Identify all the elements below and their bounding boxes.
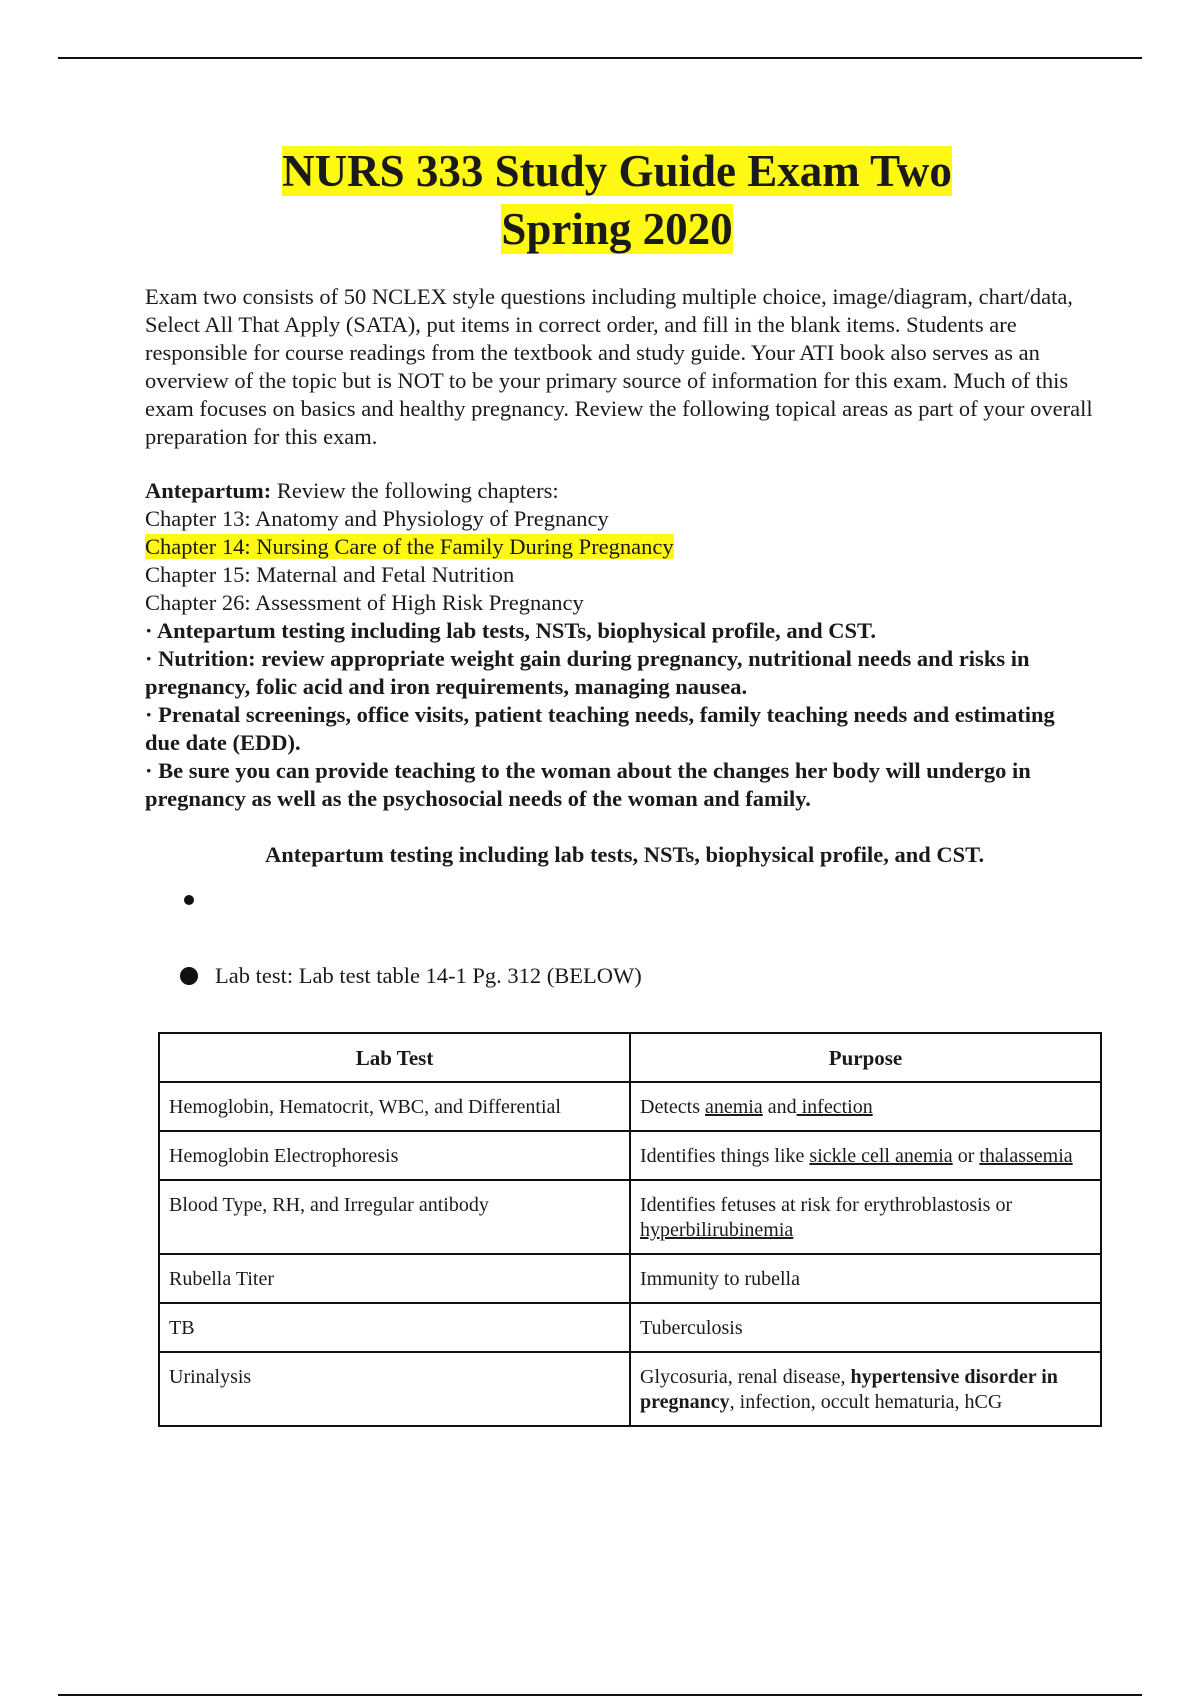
purpose-underlined: thalassemia: [979, 1145, 1073, 1167]
purpose-underlined: infection: [796, 1096, 873, 1118]
point-teaching: · Be sure you can provide teaching to the woman about the changes her body will undergo in pregnancy as well as the psychosocial needs of the woman and family.: [145, 758, 1031, 811]
chapter-13: Chapter 13: Anatomy and Physiology of Pregnancy: [145, 506, 609, 531]
table-header-row: [159, 1033, 1101, 1082]
table-row: [159, 1082, 1101, 1131]
cell-test: Urinalysis: [159, 1352, 630, 1426]
purpose-text: , infection, occult hematuria, hCG: [729, 1391, 1003, 1413]
lab-test-table: [158, 1032, 1102, 1427]
chapter-14-highlighted: Chapter 14: Nursing Care of the Family During Pregnancy: [145, 534, 674, 559]
bottom-rule: [58, 1694, 1142, 1696]
point-antepartum-testing: · Antepartum testing including lab tests, NSTs, biophysical profile, and CST.: [145, 618, 876, 643]
header-lab-test: Lab Test: [159, 1033, 630, 1082]
page-title: [0, 142, 1200, 258]
lab-test-bullet-text: Lab test: Lab test table 14-1 Pg. 312 (BELOW): [215, 963, 642, 988]
bullet-icon: [180, 967, 198, 985]
table-row: [159, 1352, 1101, 1426]
chapter-26: Chapter 26: Assessment of High Risk Pregnancy: [145, 590, 584, 615]
cell-purpose: Immunity to rubella: [630, 1254, 1101, 1303]
purpose-text: Identifies things like: [640, 1145, 810, 1167]
antepartum-label: Antepartum:: [145, 478, 272, 503]
cell-test: Blood Type, RH, and Irregular antibody: [159, 1180, 630, 1254]
chapter-14: [145, 533, 1095, 561]
header-purpose: Purpose: [630, 1033, 1101, 1082]
cell-purpose: [630, 1082, 1101, 1131]
intro-text: Exam two consists of 50 NCLEX style questions including multiple choice, image/diagram, chart/data, Select All That Apply (SATA), put items in correct order, and fill in the blank items. Students are responsible for course readings from the textbook and study guide. Your ATI book also serves as an overview of the topic but is NOT to be your primary source of information for this exam. Much of this exam focuses on basics and healthy pregnancy. Review the following topical areas as part of your overall preparation for this exam.: [145, 284, 1093, 449]
cell-purpose: [630, 1131, 1101, 1180]
cell-test: Hemoglobin, Hematocrit, WBC, and Differential: [159, 1082, 630, 1131]
table-row: [159, 1303, 1101, 1352]
lab-test-bullet: [180, 963, 642, 989]
title-line-2: Spring 2020: [501, 204, 733, 254]
table-row: [159, 1180, 1101, 1254]
cell-test: Hemoglobin Electrophoresis: [159, 1131, 630, 1180]
cell-purpose: [630, 1180, 1101, 1254]
title-line-1: NURS 333 Study Guide Exam Two: [282, 146, 952, 196]
testing-subheading: Antepartum testing including lab tests, NSTs, biophysical profile, and CST.: [265, 842, 985, 867]
antepartum-section: [145, 477, 1095, 813]
point-prenatal-screenings: · Prenatal screenings, office visits, patient teaching needs, family teaching needs and estimating due date (EDD).: [145, 702, 1055, 755]
antepartum-heading: [145, 477, 1095, 505]
purpose-underlined: sickle cell anemia: [809, 1145, 953, 1167]
empty-bullet-icon: [184, 895, 194, 905]
point-nutrition: · Nutrition: review appropriate weight gain during pregnancy, nutritional needs and risks in pregnancy, folic acid and iron requirements, managing nausea.: [145, 646, 1030, 699]
cell-test: Rubella Titer: [159, 1254, 630, 1303]
purpose-text: Identifies fetuses at risk for erythroblastosis or: [640, 1194, 1013, 1216]
table-row: [159, 1131, 1101, 1180]
purpose-underlined: anemia: [704, 1096, 763, 1118]
purpose-bold: hypertensive disorder in pregnancy: [640, 1366, 1058, 1413]
top-rule: [58, 57, 1142, 59]
intro-paragraph: [145, 283, 1095, 451]
purpose-text: Glycosuria, renal disease,: [640, 1366, 851, 1388]
purpose-underlined: hyperbilirubinemia: [640, 1219, 794, 1241]
purpose-text: and: [762, 1096, 797, 1118]
cell-purpose: [630, 1352, 1101, 1426]
table-row: [159, 1254, 1101, 1303]
cell-purpose: Tuberculosis: [630, 1303, 1101, 1352]
antepartum-lead: Review the following chapters:: [271, 478, 559, 503]
purpose-text: Detects: [640, 1096, 705, 1118]
cell-test: TB: [159, 1303, 630, 1352]
purpose-text: or: [952, 1145, 980, 1167]
body-content: [145, 283, 1095, 869]
chapter-15: Chapter 15: Maternal and Fetal Nutrition: [145, 562, 515, 587]
